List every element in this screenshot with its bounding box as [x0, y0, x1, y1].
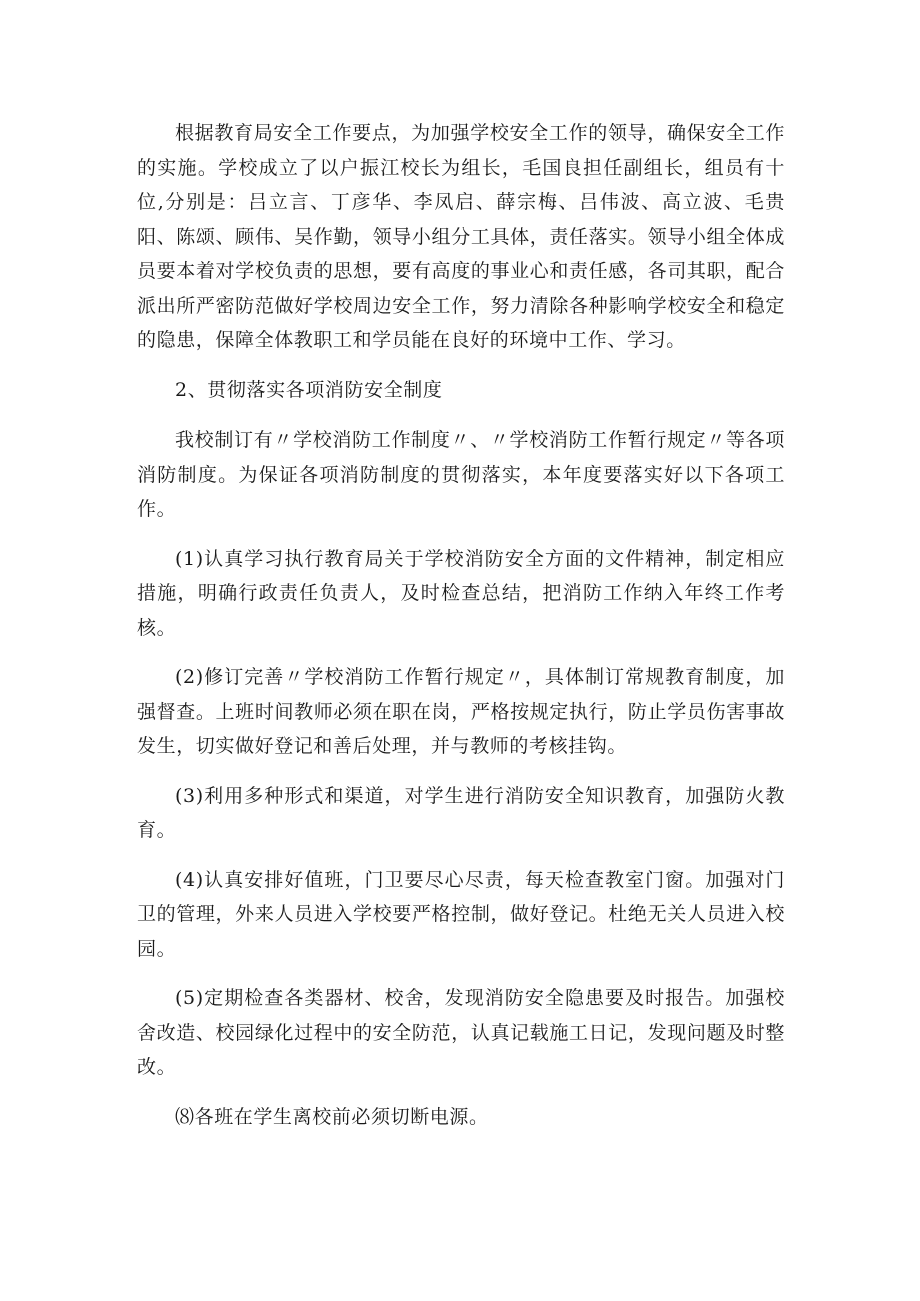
list-item-3: (3)利用多种形式和渠道，对学生进行消防安全知识教育，加强防火教育。 — [137, 784, 785, 841]
list-item-2: (2)修订完善〃学校消防工作暂行规定〃，具体制订常规教育制度，加强督查。上班时间教师必须在职在岗，严格按规定执行，防止学员伤害事故发生，切实做好登记和善后处理，并与教师的考核挂钩。 — [137, 666, 785, 757]
paragraph-leadership-group: 根据教育局安全工作要点，为加强学校安全工作的领导，确保安全工作的实施。学校成立了以户振江校长为组长，毛国良担任副组长，组员有十位,分别是：吕立言、丁彦华、李凤启、薛宗梅、吕伟波、高立波、毛贵阳、陈颂、顾伟、吴作勤，领导小组分工具体，责任落实。领导小组全体成员要本着对学校负责的思想，要有高度的事业心和责任感，各司其职，配合派出所严密防范做好学校周边安全工作，努力清除各种影响学校安全和稳定的隐患，保障全体教职工和学员能在良好的环境中工作、学习。 — [137, 122, 785, 351]
document-page — [137, 116, 785, 1149]
section-heading-fire-safety: 2、贯彻落实各项消防安全制度 — [175, 378, 443, 401]
list-item-4: (4)认真安排好值班，门卫要尽心尽责，每天检查教室门窗。加强对门卫的管理，外来人员进入学校要严格控制，做好登记。杜绝无关人员进入校园。 — [137, 868, 785, 960]
list-item-8: ⑻各班在学生离校前必须切断电源。 — [175, 1105, 489, 1128]
list-item-5: (5)定期检查各类器材、校舍，发现消防安全隐患要及时报告。加强校舍改造、校园绿化过程中的安全防范，认真记载施工日记，发现问题及时整改。 — [137, 987, 785, 1078]
list-item-1: (1)认真学习执行教育局关于学校消防安全方面的文件精神，制定相应措施，明确行政责任负责人，及时检查总结，把消防工作纳入年终工作考核。 — [137, 547, 785, 639]
paragraph-fire-regulations: 我校制订有〃学校消防工作制度〃、〃学校消防工作暂行规定〃等各项消防制度。为保证各项消防制度的贯彻落实，本年度要落实好以下各项工作。 — [137, 429, 785, 520]
